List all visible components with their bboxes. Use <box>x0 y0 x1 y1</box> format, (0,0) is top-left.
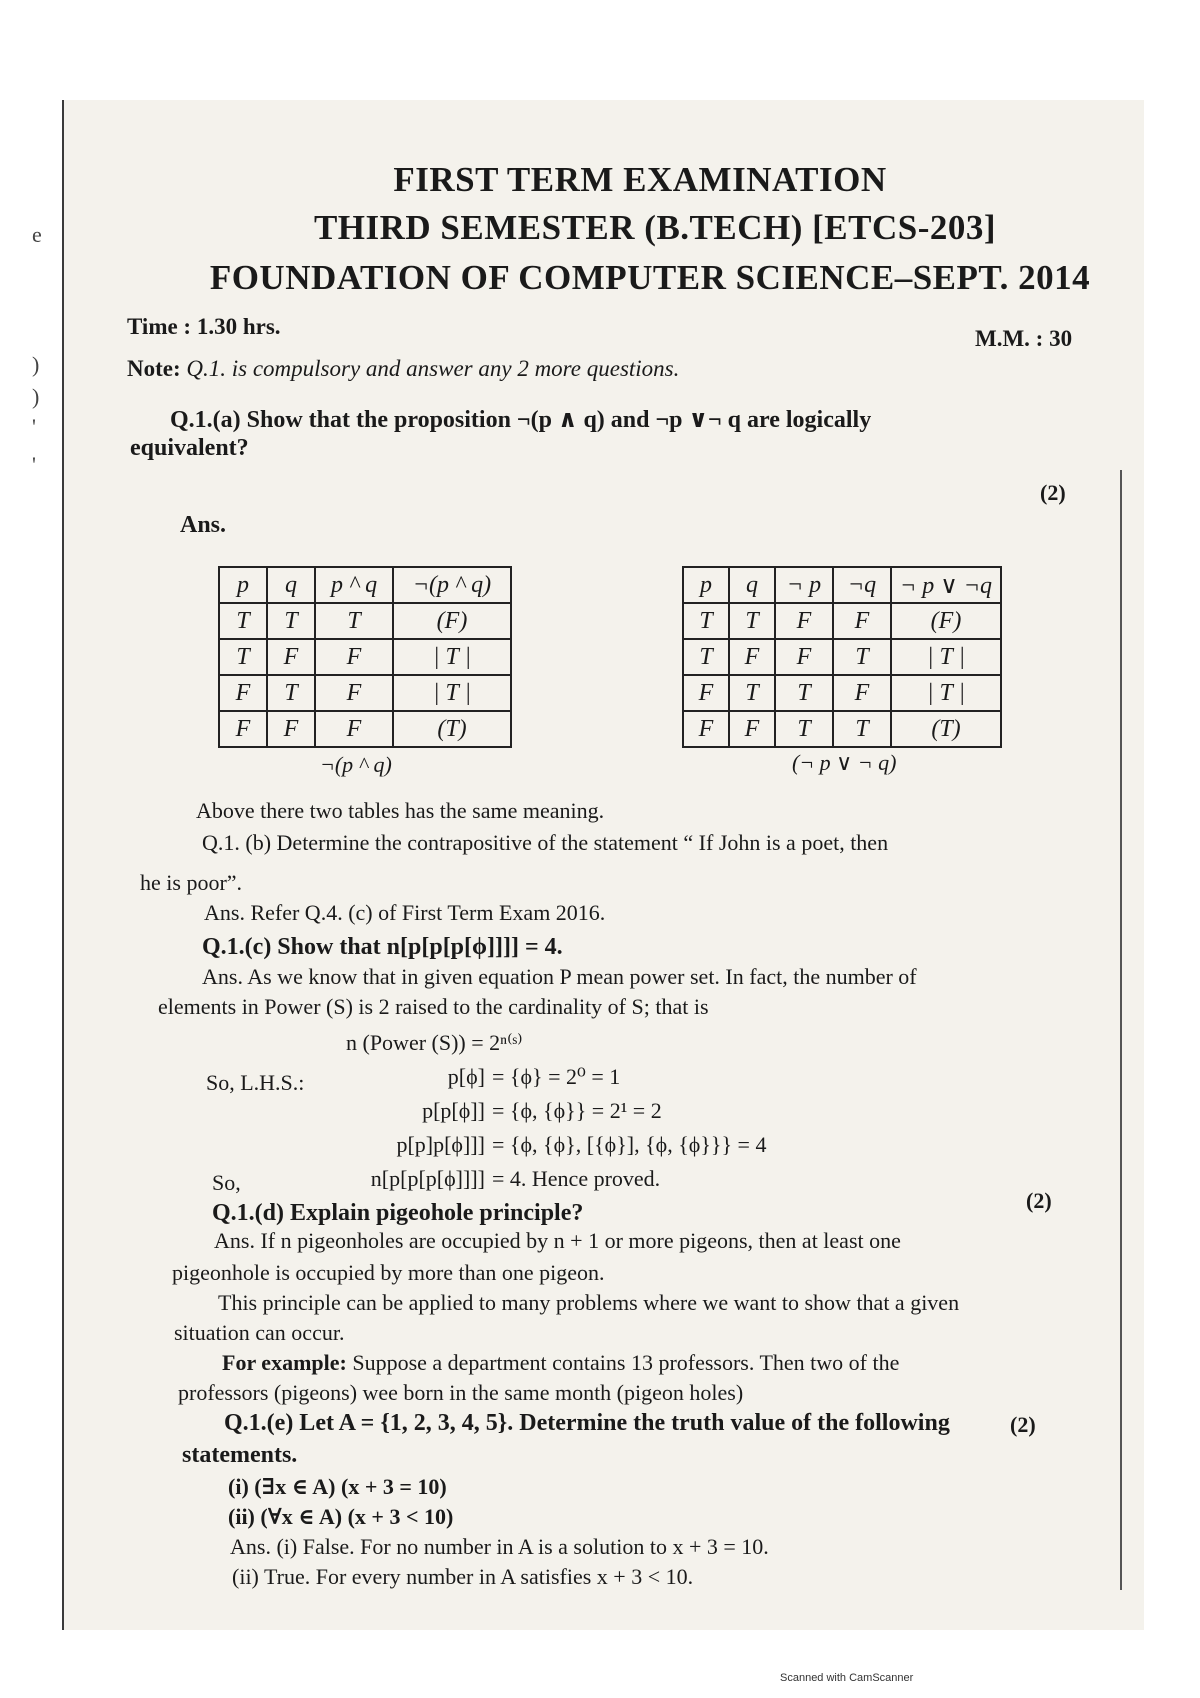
table-cell: T <box>267 603 315 639</box>
scanner-watermark: Scanned with CamScanner <box>780 1672 914 1684</box>
q1b-answer: Ans. Refer Q.4. (c) of First Term Exam 2016. <box>204 900 606 925</box>
table-cell: F <box>315 675 393 711</box>
q1b-question-line1: Q.1. (b) Determine the contrapositive of the statement “ If John is a poet, then <box>202 830 889 855</box>
table-cell: | T | <box>891 675 1001 711</box>
max-marks: M.M. : 30 <box>975 326 1073 351</box>
step-rhs: = {ϕ} = 2⁰ = 1 <box>492 1064 621 1089</box>
table-row <box>683 639 1001 675</box>
table-row <box>683 711 1001 747</box>
margin-mark: ' <box>32 414 36 439</box>
table-header-row <box>683 567 1001 603</box>
semester-title: THIRD SEMESTER (B.TECH) [ETCS-203] <box>313 208 997 247</box>
q1d-marks: (2) <box>1026 1188 1052 1213</box>
example-label: For example: <box>222 1350 347 1375</box>
q1e-statement-2: (ii) (∀x ∈ A) (x + 3 < 10) <box>228 1504 454 1529</box>
final-lhs: n[p[p[p[ϕ]]]] <box>370 1166 485 1191</box>
table-cell: F <box>729 711 775 747</box>
q1d-example-line2: professors (pigeons) wee born in the same month (pigeon holes) <box>178 1380 744 1405</box>
table-cell: F <box>775 639 833 675</box>
page-edge <box>1120 470 1122 1590</box>
table-header: q <box>729 567 775 603</box>
q1d-example <box>222 1350 899 1376</box>
step-rhs: = {ϕ, {ϕ}, [{ϕ}], {ϕ, {ϕ}}} = 4 <box>492 1132 767 1157</box>
margin-mark: ) <box>32 352 40 377</box>
table-cell: T <box>729 675 775 711</box>
note-text: Q.1. is compulsory and answer any 2 more questions. <box>186 356 680 381</box>
table-row <box>219 603 511 639</box>
exam-title: FIRST TERM EXAMINATION <box>393 160 887 199</box>
table-cell: F <box>219 711 267 747</box>
table-cell: F <box>315 639 393 675</box>
table-cell: (F) <box>891 603 1001 639</box>
margin-mark: ' <box>32 452 36 477</box>
table-cell: T <box>833 711 891 747</box>
step-lhs: p[ϕ] <box>447 1064 485 1089</box>
table-header: ¬(p ^ q) <box>393 567 511 603</box>
q1d-question: Q.1.(d) Explain pigeohole principle? <box>212 1200 584 1226</box>
table-cell: F <box>267 711 315 747</box>
step-lhs: p[p]p[ϕ]]] <box>396 1132 485 1157</box>
q1c-question: Q.1.(c) Show that n[p[p[p[ϕ]]]] = 4. <box>202 934 563 960</box>
table-cell: F <box>315 711 393 747</box>
table-cell: T <box>315 603 393 639</box>
table-cell: F <box>683 675 729 711</box>
table-cell: T <box>775 675 833 711</box>
table-header: ¬ p <box>775 567 833 603</box>
table-cell: (F) <box>393 603 511 639</box>
table-cell: F <box>267 639 315 675</box>
table-cell: T <box>219 639 267 675</box>
subject-title: FOUNDATION OF COMPUTER SCIENCE–SEPT. 2014 <box>209 258 1091 297</box>
truth-table-2 <box>682 566 1002 748</box>
q1e-statement-1: (i) (∃x ∈ A) (x + 3 = 10) <box>228 1474 447 1499</box>
table-cell: | T | <box>393 675 511 711</box>
table-cell: | T | <box>891 639 1001 675</box>
table-row <box>219 711 511 747</box>
table-row <box>219 639 511 675</box>
table2-caption: (¬ p ∨ ¬ q) <box>792 750 897 775</box>
table-cell: T <box>267 675 315 711</box>
table-header: ¬q <box>833 567 891 603</box>
step-lhs: p[p[ϕ]] <box>422 1098 485 1123</box>
example-text: Suppose a department contains 13 professors. Then two of the <box>346 1350 900 1375</box>
table-cell: T <box>729 603 775 639</box>
q1a-question-line1: Q.1.(a) Show that the proposition ¬(p ∧ q) and ¬p ∨¬ q are logically <box>170 407 872 433</box>
final-rhs: = 4. Hence proved. <box>492 1166 661 1191</box>
table-cell: T <box>833 639 891 675</box>
q1e-question-line1: Q.1.(e) Let A = {1, 2, 3, 4, 5}. Determine the truth value of the following <box>224 1410 950 1436</box>
q1a-conclusion: Above there two tables has the same meaning. <box>196 798 605 823</box>
table-cell: (T) <box>891 711 1001 747</box>
table-cell: F <box>729 639 775 675</box>
table-cell: (T) <box>393 711 511 747</box>
q1d-ans-line2: pigeonhole is occupied by more than one pigeon. <box>172 1260 605 1285</box>
q1d-para2-line1: This principle can be applied to many problems where we want to show that a given <box>218 1290 960 1315</box>
q1a-marks: (2) <box>1040 480 1066 505</box>
note-label: Note: <box>127 356 181 381</box>
table-header: q <box>267 567 315 603</box>
table-cell: T <box>775 711 833 747</box>
table-cell: F <box>833 675 891 711</box>
q1a-ans-label: Ans. <box>180 512 227 538</box>
q1e-marks: (2) <box>1010 1412 1036 1437</box>
table-row <box>219 675 511 711</box>
table-cell: F <box>219 675 267 711</box>
q1d-para2-line2: situation can occur. <box>174 1320 345 1345</box>
table-cell: T <box>219 603 267 639</box>
table-header: p <box>219 567 267 603</box>
table-cell: F <box>775 603 833 639</box>
truth-table-1 <box>218 566 512 748</box>
time-allowed: Time : 1.30 hrs. <box>127 314 281 339</box>
q1a-question-line2: equivalent? <box>130 435 249 461</box>
q1b-question-line2: he is poor”. <box>140 870 243 895</box>
table-header: p <box>683 567 729 603</box>
table-cell: F <box>833 603 891 639</box>
table-header-row <box>219 567 511 603</box>
table-row <box>683 675 1001 711</box>
q1c-ans-line2: elements in Power (S) is 2 raised to the cardinality of S; that is <box>158 994 709 1019</box>
table-row <box>683 603 1001 639</box>
power-set-formula: n (Power (S)) = 2ⁿ⁽ˢ⁾ <box>346 1030 523 1055</box>
so-label: So, <box>212 1170 241 1195</box>
q1e-answer-2: (ii) True. For every number in A satisfies x + 3 < 10. <box>232 1564 694 1589</box>
table-cell: T <box>683 603 729 639</box>
q1e-answer-1: Ans. (i) False. For no number in A is a solution to x + 3 = 10. <box>230 1534 769 1559</box>
q1c-ans-line1: Ans. As we know that in given equation P mean power set. In fact, the number of <box>202 964 917 989</box>
table-header: p ^ q <box>315 567 393 603</box>
q1d-ans-line1: Ans. If n pigeonholes are occupied by n + 1 or more pigeons, then at least one <box>214 1228 901 1253</box>
margin-mark: e <box>32 222 42 247</box>
table-header: ¬ p ∨ ¬q <box>891 567 1001 603</box>
lhs-label: So, L.H.S.: <box>206 1070 305 1095</box>
margin-mark: ) <box>32 384 40 409</box>
table-cell: F <box>683 711 729 747</box>
table-cell: T <box>683 639 729 675</box>
table1-caption: ¬(p ^ q) <box>320 752 392 777</box>
q1e-question-line2: statements. <box>182 1442 298 1468</box>
table-cell: | T | <box>393 639 511 675</box>
exam-note <box>127 356 679 382</box>
step-rhs: = {ϕ, {ϕ}} = 2¹ = 2 <box>492 1098 662 1123</box>
